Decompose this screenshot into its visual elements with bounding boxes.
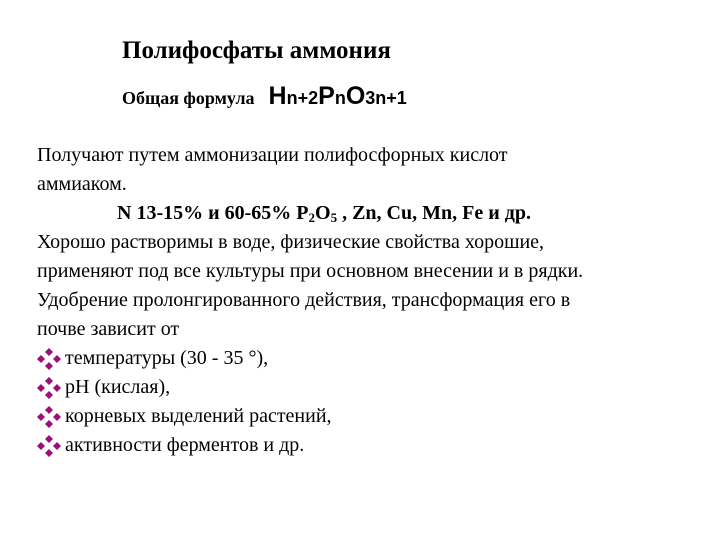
- list-item: [37, 373, 707, 402]
- formula-p-sub: n: [334, 88, 346, 108]
- bullet-text: корневых выделений растений,: [65, 405, 332, 427]
- formula-p: P: [318, 82, 335, 110]
- bullet-list: [37, 344, 707, 460]
- paragraph-1-line-1: Получают путем аммонизации полифосфорных кислот: [37, 144, 508, 166]
- formula-o: O: [345, 82, 366, 110]
- diamond-bullet-icon: [37, 377, 65, 399]
- formula-label: Общая формула: [122, 88, 255, 108]
- formula-h: H: [268, 82, 287, 110]
- page-title: Полифосфаты аммония: [122, 37, 391, 64]
- nutrients-part-1: N 13-15% и 60-65% P: [117, 202, 309, 224]
- paragraph-1-line-2: аммиаком.: [37, 173, 127, 195]
- list-item: [37, 431, 707, 460]
- paragraph-3-line-2: почве зависит от: [37, 318, 180, 340]
- nutrients-sub-1: 2: [308, 210, 316, 225]
- chemical-formula: [268, 82, 407, 110]
- paragraph-2-line-1: Хорошо растворимы в воде, физические свойства хорошие,: [37, 231, 545, 253]
- diamond-bullet-icon: [37, 435, 65, 457]
- diamond-bullet-icon: [37, 348, 65, 370]
- nutrients-line: [37, 199, 707, 228]
- body-text: [37, 141, 707, 460]
- nutrients-part-3: , Zn, Cu, Mn, Fe и др.: [337, 202, 531, 224]
- formula-o-sub: 3n+1: [365, 88, 407, 108]
- formula-line: [122, 84, 407, 109]
- list-item: [37, 402, 707, 431]
- list-item: [37, 344, 707, 373]
- bullet-text: температуры (30 - 35 °),: [65, 347, 269, 369]
- bullet-text: активности ферментов и др.: [65, 434, 305, 456]
- bullet-text: pH (кислая),: [65, 376, 171, 398]
- nutrients-part-2: O: [315, 202, 331, 224]
- paragraph-3-line-1: Удобрение пролонгированного действия, трансформация его в: [37, 289, 571, 311]
- formula-h-sub: n+2: [286, 88, 319, 108]
- paragraph-2-line-2: применяют под все культуры при основном внесении и в рядки.: [37, 260, 584, 282]
- diamond-bullet-icon: [37, 406, 65, 428]
- nutrients-sub-2: 5: [330, 210, 338, 225]
